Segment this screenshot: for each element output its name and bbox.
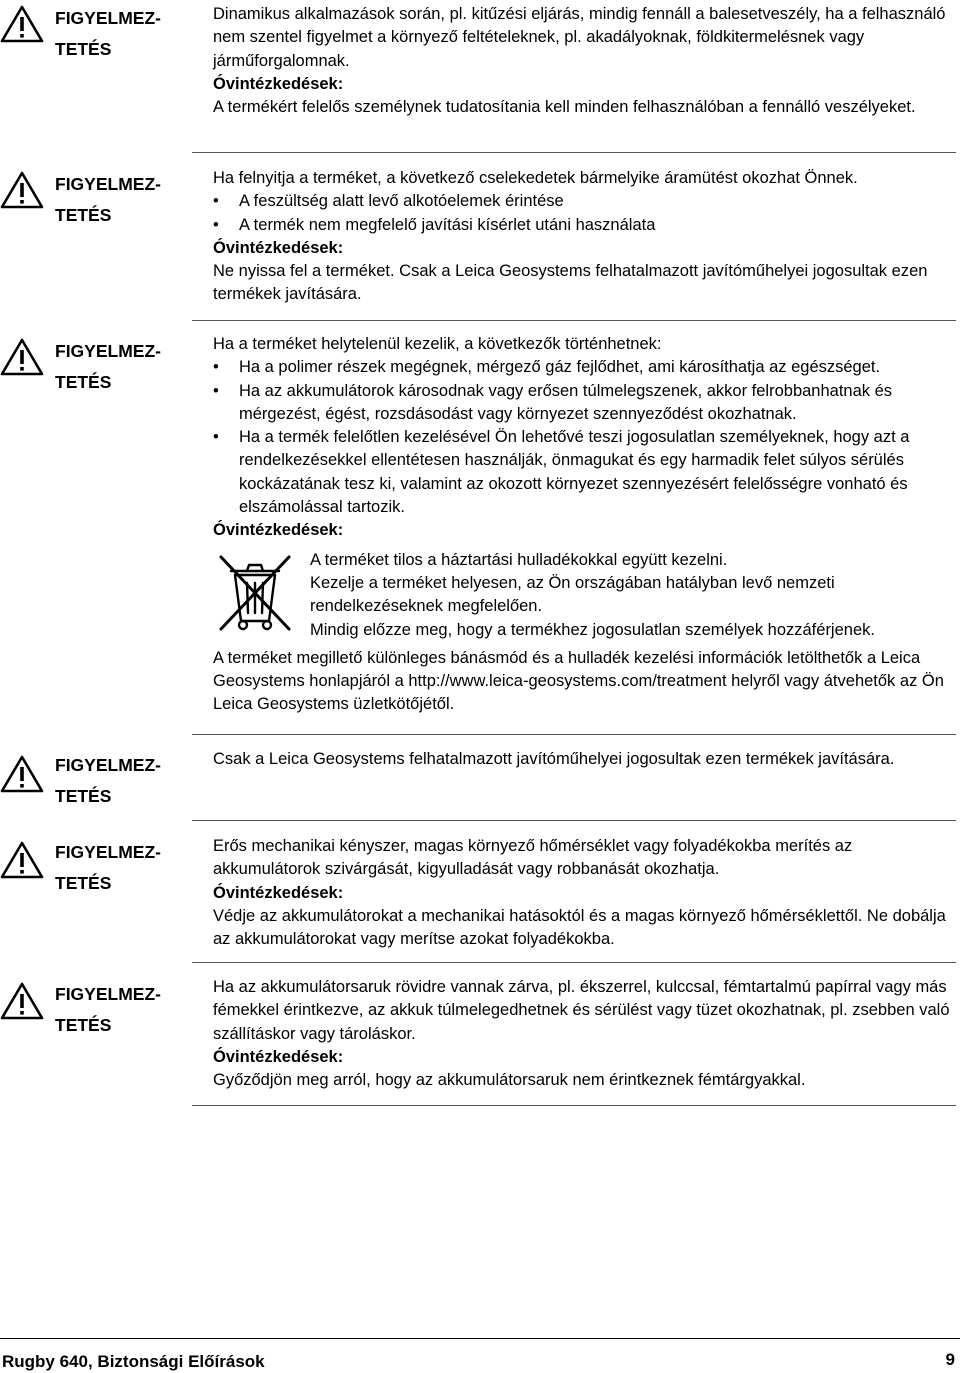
section-divider — [192, 320, 956, 321]
warning-text: Csak a Leica Geosystems felhatalmazott javítóműhelyei jogosultak ezen termékek javítására. — [213, 750, 895, 768]
footer-divider — [0, 1338, 960, 1339]
warning-triangle-icon — [0, 981, 44, 1021]
warning-triangle-icon — [0, 754, 44, 794]
section-divider — [192, 820, 956, 821]
warning-triangle-icon — [0, 170, 44, 210]
disposal-line: Mindig előzze meg, hogy a termékhez jogosulatlan személyek hozzáférjenek. — [310, 620, 875, 639]
warning-body — [213, 167, 958, 307]
section-divider — [192, 962, 956, 963]
warning-body — [213, 748, 958, 771]
precautions-heading: Óvintézkedések: — [213, 74, 344, 93]
precautions-text: A termékért felelős személynek tudatosítania kell minden felhasználóban a fennálló veszélyeket. — [213, 98, 916, 117]
warning-label: FIGYELMEZ- TETÉS — [55, 341, 161, 392]
footer-title: Rugby 640, Biztonsági Előírások — [2, 1352, 265, 1371]
page-number: 9 — [945, 1350, 955, 1369]
precautions-heading: Óvintézkedések: — [213, 238, 344, 257]
section-divider — [192, 1105, 956, 1106]
precautions-heading: Óvintézkedések: — [213, 1047, 344, 1066]
warning-label: FIGYELMEZ- TETÉS — [55, 984, 161, 1035]
disposal-text — [310, 549, 960, 642]
disposal-line: Kezelje a terméket helyesen, az Ön országában hatályban levő nemzeti rendelkezéseknek megfelelően. — [310, 573, 835, 616]
list-item: • Ha az akkumulátorok károsodnak vagy erősen túlmelegszenek, akkor felrobbanhatnak és mérgezést, égést, rozsdásodást vagy környezet szennyeződést okozhatnak. — [213, 380, 958, 427]
warning-text: Ha felnyitja a terméket, a következő cselekedetek bármelyike áramütést okozhat Önnek. — [213, 169, 858, 187]
precautions-text: Védje az akkumulátorokat a mechanikai hatásoktól és a magas környező hőmérséklettől. Ne dobálja az akkumulátorokat vagy merítse azokat folyadékokba. — [213, 906, 946, 949]
list-item: • A feszültség alatt levő alkotóelemek érintése — [213, 190, 958, 213]
precautions-heading: Óvintézkedések: — [213, 521, 344, 540]
warning-triangle-icon — [0, 840, 44, 880]
disposal-info: A terméket megillető különleges bánásmód és a hulladék kezelési információk letölthetők a Leica Geosystems honlapjáról a http://www.leica-geosystems.com/treatment helyről vagy átvehetők az Ön Leica Geosystems üzletkötőjétől. — [213, 648, 944, 714]
warning-text: Ha a terméket helytelenül kezelik, a következők történhetnek: — [213, 335, 662, 353]
warning-triangle-icon — [0, 337, 44, 377]
warning-body — [213, 835, 958, 951]
warning-body — [213, 333, 958, 717]
warning-body — [213, 3, 958, 119]
warning-label: FIGYELMEZ- TETÉS — [55, 755, 161, 806]
warning-label: FIGYELMEZ- TETÉS — [55, 8, 161, 59]
list-item: • Ha a polimer részek megégnek, mérgező gáz fejlődhet, ami károsíthatja az egészséget. — [213, 356, 958, 379]
disposal-line: A terméket tilos a háztartási hulladékokkal együtt kezelni. — [310, 550, 728, 569]
bullet-list — [213, 190, 958, 237]
warning-text: Erős mechanikai kényszer, magas környező hőmérséklet vagy folyadékokba merítés az akkumulátorok szivárgását, kigyulladását vagy robbanását okozhatja. — [213, 837, 853, 879]
list-item: • A termék nem megfelelő javítási kísérlet utáni használata — [213, 214, 958, 237]
warning-text: Dinamikus alkalmazások során, pl. kitűzési eljárás, mindig fennáll a balesetveszély, ha a felhasználó nem szentel figyelmet a környező feltételeknek, pl. akadályoknak, földkitermelésnek vagy járműforgalomnak. — [213, 5, 946, 70]
warning-label: FIGYELMEZ- TETÉS — [55, 842, 161, 893]
precautions-text: Győződjön meg arról, hogy az akkumulátorsaruk nem érintkeznek fémtárgyakkal. — [213, 1071, 806, 1090]
precautions-heading: Óvintézkedések: — [213, 883, 344, 902]
section-divider — [192, 734, 956, 735]
bullet-list — [213, 356, 958, 519]
disposal-notice — [213, 549, 958, 647]
precautions-text: Ne nyissa fel a terméket. Csak a Leica Geosystems felhatalmazott javítóműhelyei jogosultak ezen termékek javítására. — [213, 262, 928, 304]
crossed-out-wheelie-bin-icon — [213, 549, 297, 633]
list-item: • Ha a termék felelőtlen kezelésével Ön lehetővé teszi jogosulatlan személyeknek, hogy azt a rendelkezésekkel ellentétesen használják, önmagukat és egy harmadik felet súlyos sérülés kockázatának tesz ki, valamint az okozott környezet szennyezésért felelősségre vonható és elszámolással tartozik. — [213, 426, 958, 519]
warning-triangle-icon — [0, 4, 44, 44]
section-divider — [192, 152, 956, 153]
warning-text: Ha az akkumulátorsaruk rövidre vannak zárva, pl. ékszerrel, kulccsal, fémtartalmú papírral vagy más fémekkel érintkezve, az akkuk túlmelegedhetnek és sérülést vagy tüzet okozhatnak, pl. zsebben való szállításkor vagy tároláskor. — [213, 978, 950, 1043]
warning-body — [213, 976, 958, 1092]
warning-label: FIGYELMEZ- TETÉS — [55, 174, 161, 225]
